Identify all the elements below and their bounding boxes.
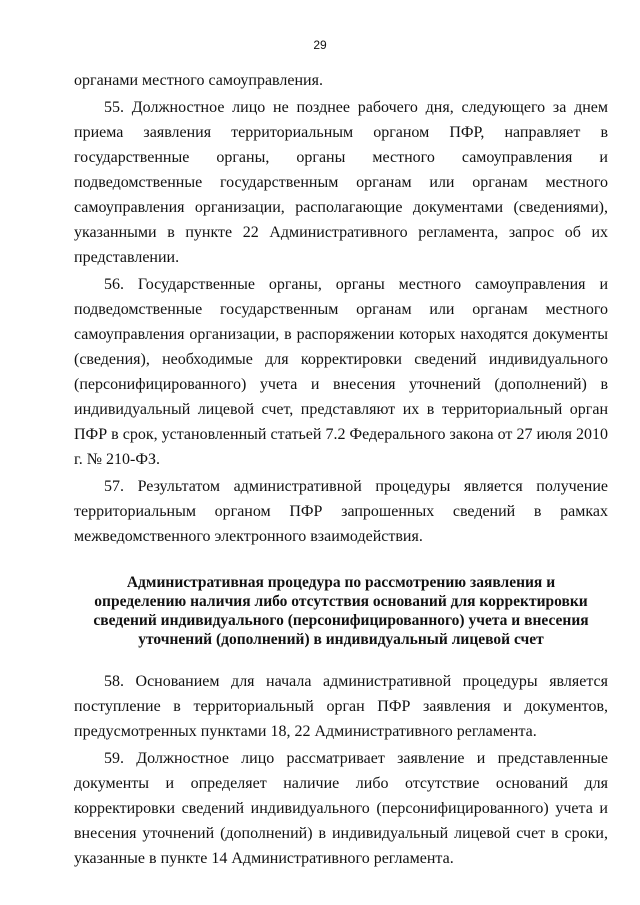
section-heading: Административная процедура по рассмотрению заявления и определению наличия либо отсутствия оснований для корректировки сведений индивидуального (персонифицированного) учета и внесения уточнений (дополнений) в индивидуальный лицевой счет — [93, 574, 589, 648]
document-body — [74, 68, 608, 871]
paragraph-55: 55. Должностное лицо не позднее рабочего дня, следующего за днем приема заявления территориальным органом ПФР, направляет в государственные органы, органы местного самоуправления и подведомственные государственным органам или органам местного самоуправления организации, располагающие документами (сведениями), указанными в пункте 22 Административного регламента, запрос об их представлении. — [74, 99, 608, 266]
paragraph-57: 57. Результатом административной процедуры является получение территориальным органом ПФР запрошенных сведений в рамках межведомственного электронного взаимодействия. — [74, 478, 608, 545]
paragraph-59: 59. Должностное лицо рассматривает заявление и представленные документы и определяет наличие либо отсутствие оснований для корректировки сведений индивидуального (персонифицированного) учета и внесения уточнений (дополнений) в индивидуальный лицевой счет в сроки, указанные в пункте 14 Административного регламента. — [74, 750, 608, 867]
paragraph-continuation: органами местного самоуправления. — [74, 72, 323, 89]
paragraph-56: 56. Государственные органы, органы местного самоуправления и подведомственные государственным органам или органам местного самоуправления организации, в распоряжении которых находятся документы (сведения), необходимые для корректировки сведений индивидуального (персонифицированного) учета и внесения уточнений (дополнений) в индивидуальный лицевой счет, представляют их в территориальный орган ПФР в срок, установленный статьей 7.2 Федерального закона от 27 июля 2010 г. № 210-ФЗ. — [74, 276, 608, 468]
page-number: 29 — [313, 38, 327, 52]
paragraph-58: 58. Основанием для начала административной процедуры является поступление в территориальный орган ПФР заявления и документов, предусмотренных пунктами 18, 22 Административного регламента. — [74, 673, 608, 740]
